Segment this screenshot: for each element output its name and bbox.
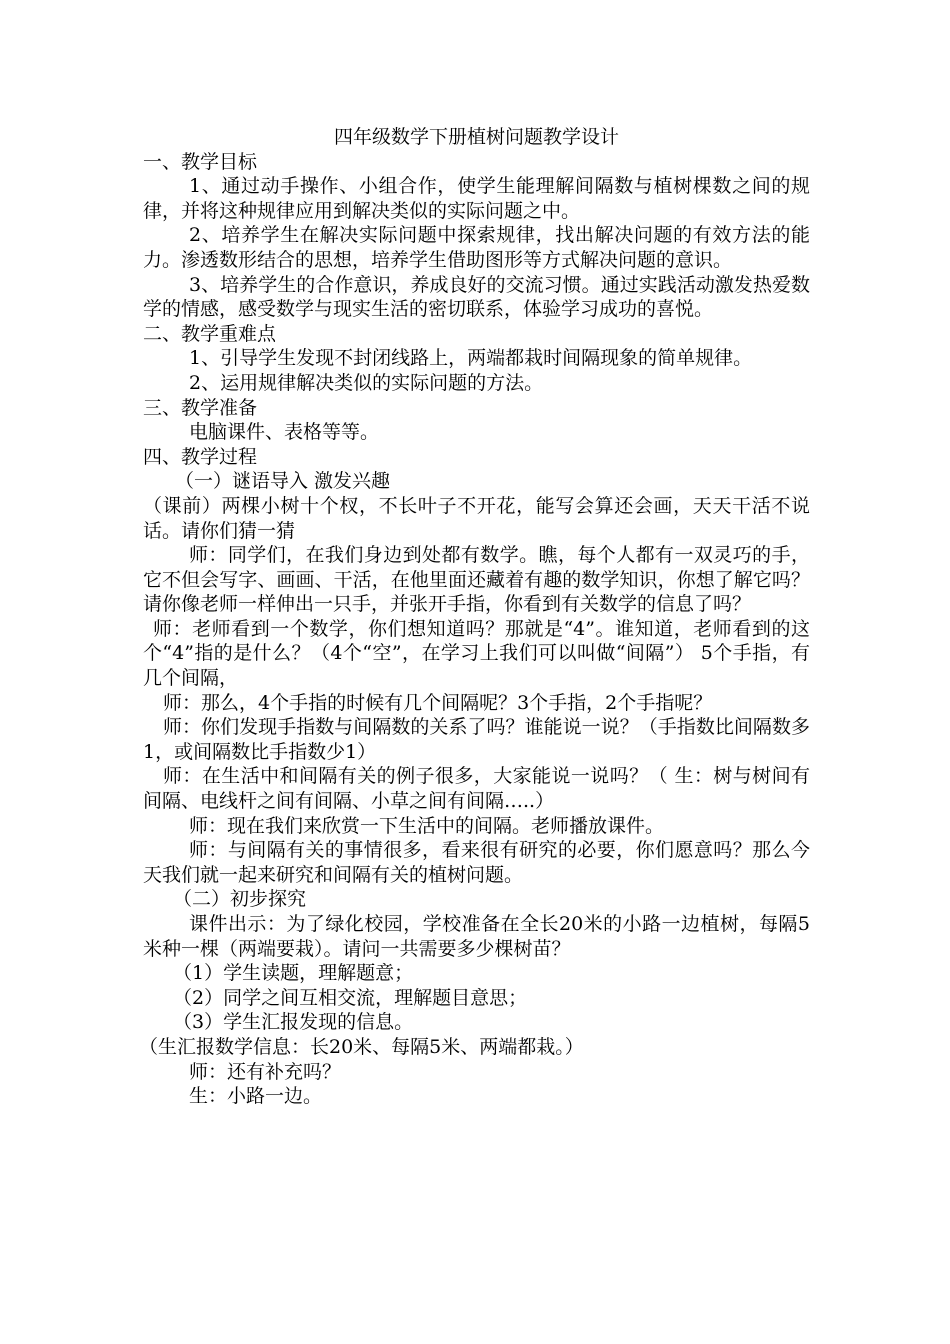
paragraph: 师：那么，4个手指的时候有几个间隔呢？3个手指，2个手指呢？	[163, 691, 713, 714]
paragraph: 师：你们发现手指数与间隔数的关系了吗？谁能说一说？（手指数比间隔数多1，或间隔数比手指数少1）	[143, 716, 810, 763]
paragraph: （2）同学之间互相交流，理解题目意思；	[173, 986, 528, 1009]
paragraph: （二）初步探究	[173, 888, 307, 911]
paragraph: 师：老师看到一个数学，你们想知道吗？那就是“4”。谁知道，老师看到的这个“4”指的是什么？（4个“空”，在学习上我们可以叫做“间隔”） 5个手指，有几个间隔，	[143, 617, 810, 690]
paragraph: （课前）两棵小树十个杈，不长叶子不开花，能写会算还会画，天天干活不说话。请你们猜一猜	[143, 494, 810, 542]
paragraph: 师：在生活中和间隔有关的例子很多，大家能说一说吗？（ 生：树与树间有间隔、电线杆之间有间隔、小草之间有间隔…..）	[143, 765, 810, 813]
paragraph: 1、引导学生发现不封闭线路上，两端都栽时间隔现象的简单规律。	[189, 347, 753, 370]
paragraph: 2、培养学生在解决实际问题中探索规律，找出解决问题的有效方法的能力。渗透数形结合的思想，培养学生借助图形等方式解决问题的意识。	[143, 224, 810, 271]
paragraph: 3、培养学生的合作意识，养成良好的交流习惯。通过实践活动激发热爱数学的情感，感受数学与现实生活的密切联系，体验学习成功的喜悦。	[143, 273, 810, 321]
paragraph: 二、教学重难点	[143, 322, 277, 345]
paragraph: 1、通过动手操作、小组合作，使学生能理解间隔数与植树棵数之间的规律，并将这种规律应用到解决类似的实际问题之中。	[143, 175, 810, 222]
paragraph: （1）学生读题，理解题意；	[173, 962, 414, 985]
paragraph: 师：同学们，在我们身边到处都有数学。瞧，每个人都有一双灵巧的手，它不但会写字、画画、干活，在他里面还藏着有趣的数学知识，你想了解它吗？请你像老师一样伸出一只手，并张开手指，你看到有关数学的信息了吗？	[143, 544, 810, 616]
document-body	[139, 125, 810, 1109]
paragraph: 三、教学准备	[143, 396, 258, 419]
paragraph: 2、运用规律解决类似的实际问题的方法。	[189, 371, 544, 394]
document-title: 四年级数学下册植树问题教学设计	[333, 126, 619, 148]
paragraph: （3）学生汇报发现的信息。	[173, 1011, 414, 1034]
paragraph: （一）谜语导入 激发兴趣	[175, 470, 391, 493]
paragraph: 师：现在我们来欣赏一下生活中的间隔。老师播放课件。	[189, 814, 665, 837]
paragraph: 师：与间隔有关的事情很多，看来很有研究的必要，你们愿意吗？那么今天我们就一起来研究和间隔有关的植树问题。	[143, 839, 810, 886]
paragraph: 课件出示：为了绿化校园，学校准备在全长20米的小路一边植树，每隔5米种一棵（两端要栽）。请问一共需要多少棵树苗？	[143, 913, 810, 960]
paragraph: 生：小路一边。	[189, 1085, 323, 1108]
paragraph: （生汇报数学信息：长20米、每隔5米、两端都栽。）	[139, 1035, 584, 1058]
paragraph: 电脑课件、表格等等。	[189, 421, 380, 444]
paragraph-list	[139, 150, 810, 1109]
paragraph: 一、教学目标	[143, 150, 258, 173]
paragraph: 师：还有补充吗？	[189, 1060, 342, 1083]
paragraph: 四、教学过程	[143, 445, 258, 468]
